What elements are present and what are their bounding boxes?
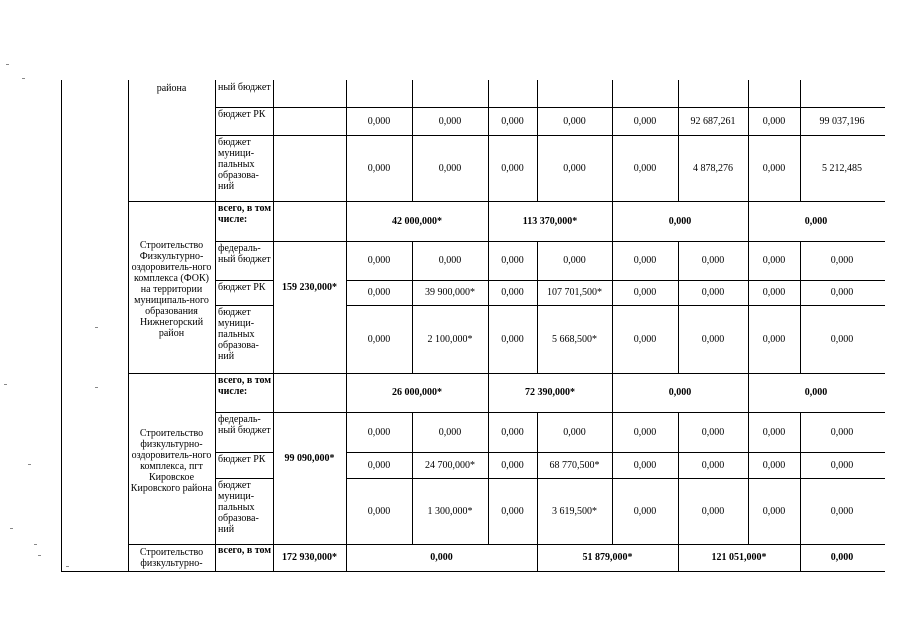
value-cell: 0,000 (830, 459, 854, 471)
value-cell: 0,000 (633, 162, 657, 174)
table-rule (215, 452, 274, 453)
value-cell: 0,000 (762, 459, 786, 471)
value-cell: 0,000 (633, 255, 657, 266)
summary-cell: 72 390,000* (525, 387, 575, 398)
project-name: Строительство Физкультурно-оздоровитель-ного комплекса (ФОК) на территории муниципаль-ного образования Нижнегорский район (131, 239, 212, 339)
value-cell: 0,000 (701, 333, 725, 345)
value-cell: 5 212,485 (822, 162, 862, 174)
value-cell: 24 700,000* (425, 459, 475, 471)
summary-cell: 121 051,000* (711, 552, 767, 563)
value-cell: 0,000 (367, 255, 391, 266)
value-cell: 0,000 (762, 287, 786, 298)
value-cell: 0,000 (367, 426, 391, 438)
scan-speck (95, 327, 98, 328)
value-cell: 0,000 (633, 115, 657, 127)
value-cell: 0,000 (762, 333, 786, 345)
value-cell: 1 300,000* (427, 505, 473, 517)
value-cell: 0,000 (438, 426, 462, 438)
value-cell: 0,000 (367, 333, 391, 345)
source-label: бюджет муници-пальных образова-ний (218, 307, 259, 362)
value-cell: 0,000 (762, 115, 786, 127)
value-cell: 0,000 (563, 115, 586, 127)
table-rule (488, 373, 489, 413)
source-label: бюджет муници-пальных образова-ний (218, 480, 259, 535)
table-rule (748, 373, 749, 413)
summary-cell: 0,000 (830, 552, 854, 563)
scan-speck (34, 544, 37, 545)
value-cell: 0,000 (501, 333, 524, 345)
project-name: Строительство физкультурно-оздоровитель-ного комплекса, пгт Кировское Кировского района (130, 427, 213, 494)
value-cell: 0,000 (367, 162, 391, 174)
source-label: федераль-ный бюджет (218, 414, 271, 436)
table-bottom-rule (61, 571, 885, 572)
value-cell: 0,000 (438, 115, 462, 127)
source-label: ный бюджет (218, 82, 271, 93)
source-label: бюджет РК (218, 109, 266, 120)
scan-speck (4, 384, 7, 385)
value-cell: 0,000 (501, 459, 524, 471)
value-cell: 0,000 (501, 287, 524, 298)
project-total: 99 090,000* (284, 453, 335, 464)
value-cell: 0,000 (830, 255, 854, 266)
summary-cell: 0,000 (668, 215, 692, 227)
source-label-total: всего, в том (218, 545, 272, 556)
scan-speck (22, 78, 25, 79)
value-cell: 0,000 (501, 505, 524, 517)
summary-cell: 26 000,000* (392, 387, 442, 398)
summary-cell: 113 370,000* (522, 215, 578, 227)
summary-cell: 51 879,000* (582, 552, 633, 563)
table-rule (215, 280, 274, 281)
scan-speck (28, 464, 31, 465)
scan-speck (66, 566, 69, 567)
summary-cell: 42 000,000* (392, 215, 442, 227)
source-label: бюджет муници-пальных образова-ний (218, 137, 259, 192)
value-cell: 0,000 (701, 287, 725, 298)
summary-cell: 0,000 (804, 387, 828, 398)
source-label-total: всего, в том числе: (218, 203, 272, 225)
table-rule (215, 478, 274, 479)
table-rule (678, 544, 679, 572)
value-cell: 0,000 (830, 287, 854, 298)
value-cell: 0,000 (701, 505, 725, 517)
value-cell: 0,000 (367, 505, 391, 517)
value-cell: 0,000 (563, 426, 586, 438)
value-cell: 0,000 (762, 505, 786, 517)
value-cell: 0,000 (633, 426, 657, 438)
value-cell: 0,000 (501, 255, 524, 266)
scan-speck (95, 387, 98, 388)
value-cell: 0,000 (701, 459, 725, 471)
value-cell: 0,000 (501, 115, 524, 127)
value-cell: 0,000 (633, 333, 657, 345)
value-cell: 0,000 (367, 115, 391, 127)
project-total: 172 930,000* (282, 552, 337, 563)
value-cell: 0,000 (563, 255, 586, 266)
value-cell: 0,000 (762, 426, 786, 438)
page-left-rule (61, 80, 62, 572)
scan-speck (6, 64, 9, 65)
value-cell: 39 900,000* (425, 287, 475, 298)
value-cell: 3 619,500* (552, 505, 597, 517)
table-rule (537, 544, 538, 572)
source-label: федераль-ный бюджет (218, 243, 271, 265)
summary-cell: 0,000 (804, 215, 828, 227)
table-rule (488, 201, 489, 242)
value-cell: 0,000 (367, 459, 391, 471)
table-rule (612, 201, 613, 242)
value-cell: 4 878,276 (693, 162, 733, 174)
source-label: бюджет РК (218, 282, 266, 293)
project-total: 159 230,000* (282, 281, 337, 293)
value-cell: 68 770,500* (549, 459, 600, 471)
value-cell: 92 687,261 (690, 115, 736, 127)
source-column-rule (215, 80, 216, 572)
summary-cell: 0,000 (430, 552, 453, 563)
value-cell: 0,000 (633, 505, 657, 517)
value-cell: 0,000 (762, 255, 786, 266)
scan-speck (10, 528, 13, 529)
summary-cell: 0,000 (668, 387, 692, 398)
value-cell: 0,000 (563, 162, 586, 174)
value-cell: 0,000 (633, 287, 657, 298)
value-cell: 0,000 (830, 426, 854, 438)
value-cell: 0,000 (438, 255, 462, 266)
value-cell: 0,000 (633, 459, 657, 471)
value-cell: 0,000 (501, 426, 524, 438)
source-label: бюджет РК (218, 454, 266, 465)
scan-speck (38, 555, 41, 556)
table-rule (215, 305, 274, 306)
value-cell: 5 668,500* (552, 333, 597, 345)
value-cell: 0,000 (830, 505, 854, 517)
value-cell: 0,000 (367, 287, 391, 298)
value-cell: 107 701,500* (547, 287, 602, 298)
value-cell: 0,000 (701, 255, 725, 266)
value-cell: 0,000 (762, 162, 786, 174)
value-cell: 0,000 (501, 162, 524, 174)
value-cell: 99 037,196 (819, 115, 865, 127)
value-cell: 0,000 (701, 426, 725, 438)
project-name: района (156, 82, 187, 94)
table-rule (800, 544, 801, 572)
value-cell: 0,000 (438, 162, 462, 174)
project-column-rule (128, 80, 129, 572)
project-name: Строительство физкультурно- (139, 547, 204, 569)
table-rule (612, 373, 613, 413)
value-cell: 0,000 (830, 333, 854, 345)
value-cell: 2 100,000* (427, 333, 473, 345)
source-label-total: всего, в том числе: (218, 375, 272, 397)
table-rule (748, 201, 749, 242)
